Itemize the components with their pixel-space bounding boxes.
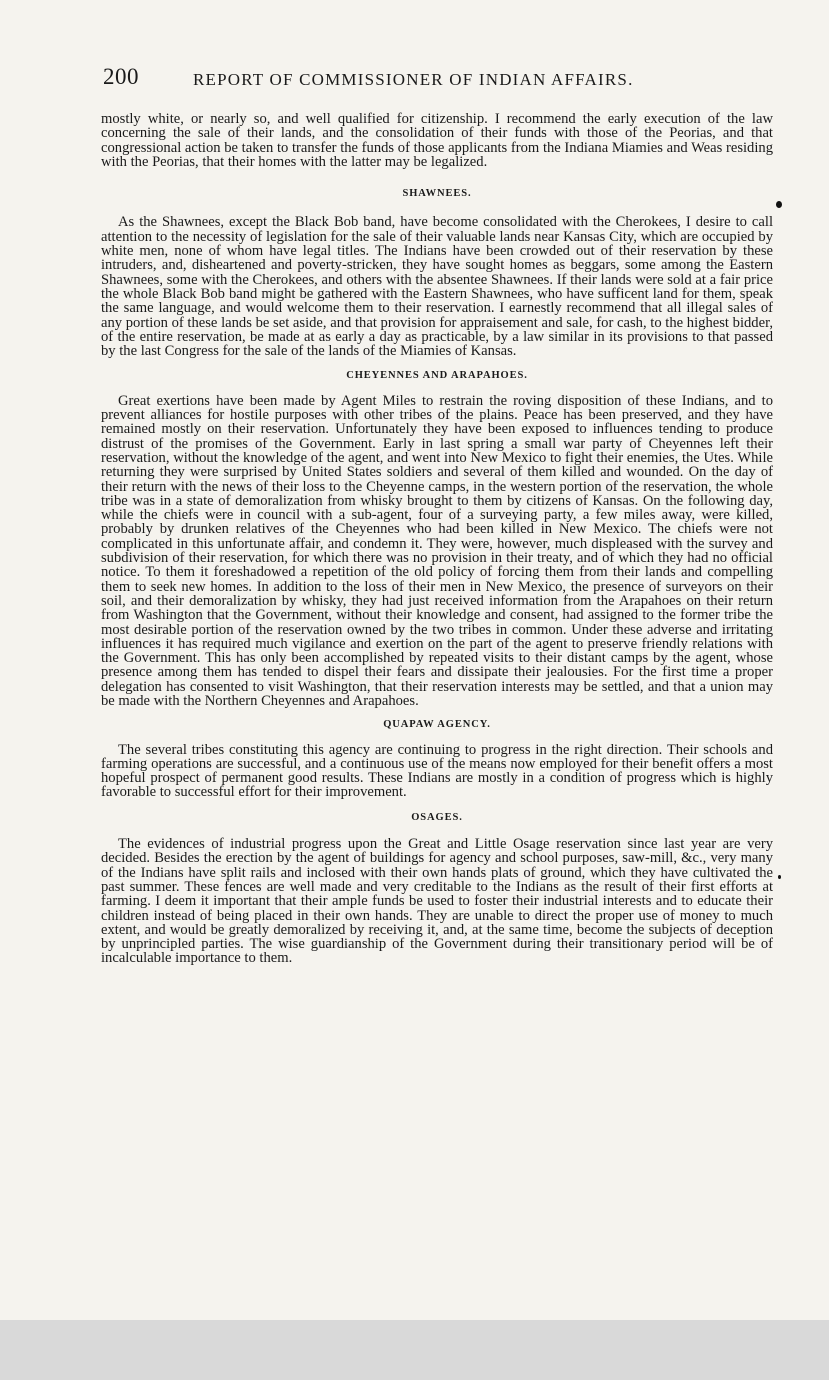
page-number: 200	[103, 64, 139, 89]
osages-paragraph: The evidences of industrial progress upon the Great and Little Osage reservation since last year are very decided. Besides the erection by the agent of buildings for agency and school purposes, saw-mill, &c., very many of the Indians have split rails and inclosed with their own hands plats of ground, which they have cultivated the past summer. These fences are well made and very creditable to the Indians as the result of their first efforts at farming. I deem it important that their ample funds be used to foster their industrial interests and to educate their children instead of being placed in their own hands. They are unable to direct the proper use of money to much extent, and would be greatly demoralized by receiving it, and, at the same time, become the subjects of deception by unprincipled parties. The wise guardianship of the Government during their transitionary period will be of incalculable importance to them.	[101, 836, 773, 967]
cheyennes-heading: CHEYENNES AND ARAPAHOES.	[346, 370, 528, 382]
running-title: REPORT OF COMMISSIONER OF INDIAN AFFAIRS.	[193, 70, 634, 89]
page-header	[103, 64, 793, 98]
shawnees-paragraph: As the Shawnees, except the Black Bob band, have become consolidated with the Cherokees, I desire to call attention to the necessity of legislation for the sale of their valuable lands near Kansas City, which are occupied by white men, none of whom have legal titles. The Indians have been crowded out of their reservation by these intruders, and, disheartened and poverty-stricken, they have sought homes as beggars, some among the Eastern Shawnees, some with the Cherokees, and others with the absentee Shawnees. If their lands were sold at a fair price the whole Black Bob band might be gathered with the Eastern Shawnees, who have sufficent land for them, speak the same language, and would welcome them to their reservation. I earnestly recommend that all illegal sales of any portion of these lands be set aside, and that provision for appraisement and sale, for cash, to the highest bidder, of the entire reservation, be made at as early a day as practicable, by a law similar in its provisions to that passed by the last Congress for the sale of the lands of the Miamies of Kansas.	[101, 214, 773, 360]
quapaw-paragraph: The several tribes constituting this agency are continuing to progress in the right direction. Their schools and farming operations are successful, and a continuous use of the means now employed for their benefit offers a most hopeful prospect of permanent good results. These Indians are mostly in a condition of progress which is highly favorable to successful effort for their improvement.	[101, 741, 773, 801]
page-body	[101, 112, 773, 966]
ink-speck	[778, 875, 781, 879]
quapaw-heading: QUAPAW AGENCY.	[383, 719, 491, 731]
scan-margin	[0, 1320, 829, 1380]
cheyennes-paragraph: Great exertions have been made by Agent Miles to restrain the roving disposition of these Indians, and to prevent alliances for hostile purposes with other tribes of the plains. Peace has been preserved, and they have remained mostly on their reservation. Unfortunately they have been exposed to influences tending to produce distrust of the promises of the Government. Early in last spring a small war party of Cheyennes left their reservation, without the knowledge of the agent, and went into New Mexico to fight their enemies, the Utes. While returning they were surprised by United States soldiers and several of them killed and wounded. On the day of their return with the news of their loss to the Cheyenne camps, in the western portion of the reservation, the whole tribe was in a state of demoralization from whisky brought to them by citizens of Kansas. On the following day, while the chiefs were in council with a sub-agent, four of a surveying party, a few miles away, were killed, probably by drunken relatives of the Cheyennes who had been killed in New Mexico. The chiefs were not complicated in this unfortunate affair, and condemn it. They were, however, much displeased with the survey and subdivision of their reservation, for which there was no provision in their treaty, and of which they had no official notice. To them it foreshadowed a repetition of the old policy of forcing them from their lands and compelling them to seek new homes. In addition to the loss of their men in New Mexico, the presence of surveyors on their soil, and their demoralization by whisky, they had just received information from the Arapahoes on their return from Washington that the Government, without their knowledge and consent, had assigned to the former tribe the most desirable portion of the reservation owned by the two tribes in common. Under these adverse and irritating influences it has required much vigilance and exertion on the part of the agent to preserve friendly relations with the Government. This has only been accomplished by repeated visits to their distant camps by the agent, whose presence among them has tended to dispel their fears and dissipate their jealousies. For the first time a proper delegation has consented to visit Washington, that their reservation interests may be settled, and that a union may be made with the Northern Cheyennes and Arapahoes.	[101, 392, 773, 709]
intro-paragraph: mostly white, or nearly so, and well qualified for citizenship. I recommend the early execution of the law concerning the sale of their lands, and the consolidation of their funds with those of the Peorias, and that congressional action be taken to transfer the funds of those applicants from the Indiana Miamies and Weas residing with the Peorias, that their homes with the latter may be legalized.	[101, 111, 773, 170]
osages-heading: OSAGES.	[411, 811, 463, 823]
shawnees-heading: SHAWNEES.	[402, 188, 472, 200]
ink-speck	[776, 201, 782, 208]
